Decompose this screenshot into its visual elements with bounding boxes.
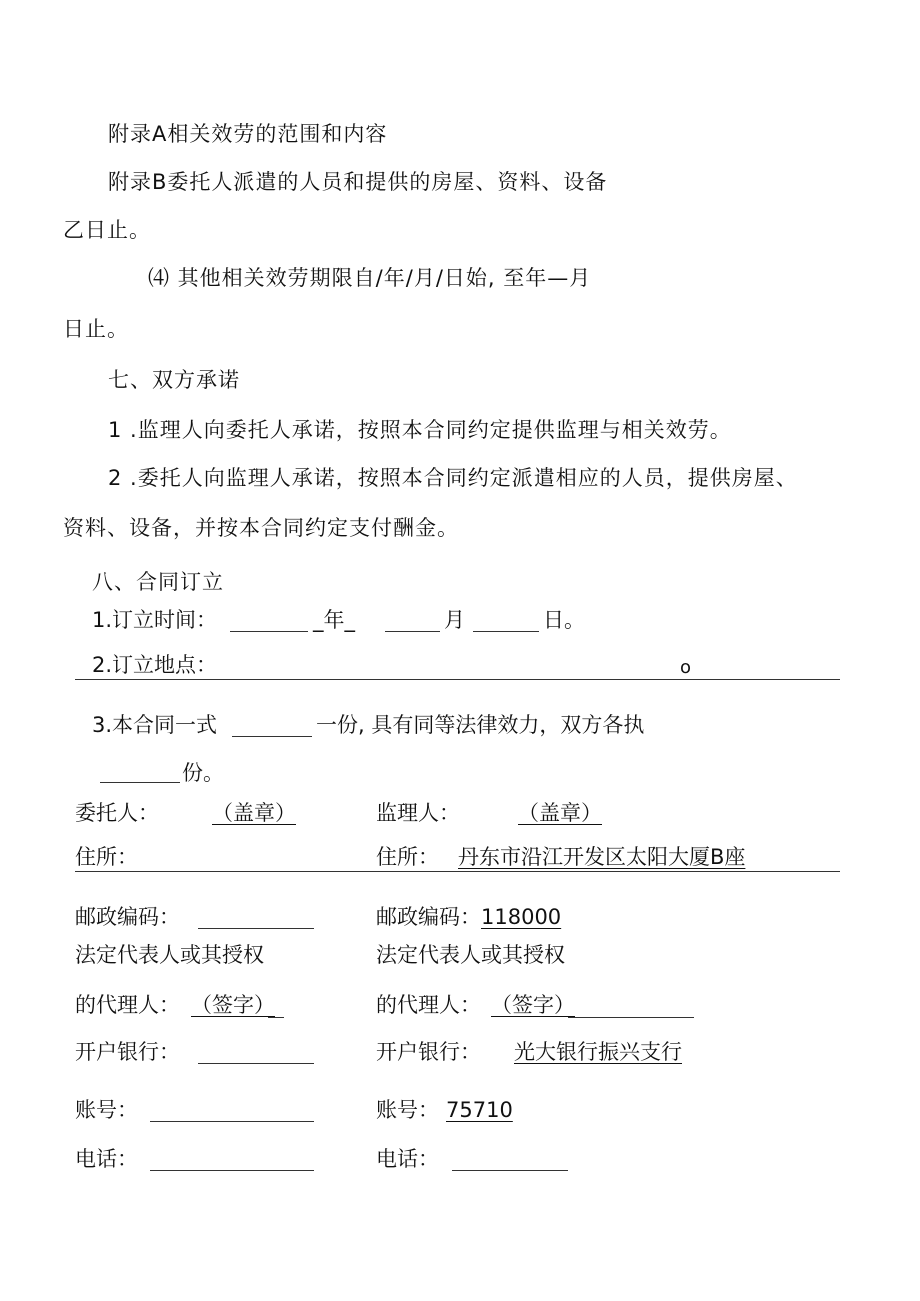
supervisor-address-value: 丹东市沿江开发区太阳大厦B座 — [458, 845, 746, 869]
supervisor-postal-label: 邮政编码： — [376, 905, 481, 929]
supervisor-rep-line2: 的代理人： — [376, 993, 481, 1017]
copies-line1-b: 一份, 具有同等法律效力，双方各执 — [316, 713, 645, 737]
client-account-blank[interactable] — [150, 1121, 314, 1122]
client-seal: （盖章） — [212, 801, 296, 825]
sign-time-label: 1.订立时间： — [92, 608, 218, 632]
client-bank-label: 开户银行： — [75, 1040, 180, 1064]
item4-line1: ⑷ 其他相关效劳期限自/年/月/日始, 至年—月 — [148, 266, 592, 290]
address-line — [75, 871, 840, 872]
appendix-a: 附录A相关效劳的范围和内容 — [108, 122, 388, 146]
copies-total-blank[interactable] — [232, 736, 312, 737]
sign-place-line[interactable] — [75, 679, 840, 680]
section7-paragraph1: 1 .监理人向委托人承诺，按照本合同约定提供监理与相关效劳。 — [108, 418, 732, 442]
client-postal-label: 邮政编码： — [75, 905, 180, 929]
supervisor-phone-label: 电话： — [376, 1147, 439, 1171]
sign-day-char: 日。 — [543, 608, 585, 632]
client-address-label: 住所： — [75, 845, 138, 869]
client-rep-line1: 法定代表人或其授权 — [75, 943, 264, 967]
supervisor-address-label: 住所： — [376, 845, 439, 869]
supervisor-seal: （盖章） — [518, 801, 602, 825]
supervisor-postal-value: 118000 — [481, 905, 562, 929]
supervisor-title: 监理人： — [376, 801, 460, 825]
sign-place-label: 2.订立地点： — [92, 653, 218, 677]
copies-line2-end: 份。 — [182, 761, 224, 785]
sign-month-blank[interactable] — [385, 631, 440, 632]
section7-paragraph2-line1: 2 .委托人向监理人承诺，按照本合同约定派遣相应的人员，提供房屋、 — [108, 466, 798, 490]
client-account-label: 账号： — [75, 1098, 138, 1122]
supervisor-rep-line1: 法定代表人或其授权 — [376, 943, 565, 967]
copies-each-blank[interactable] — [100, 782, 180, 783]
supervisor-sign: （签字） — [491, 993, 575, 1017]
client-rep-line2: 的代理人： — [75, 993, 180, 1017]
client-postal-blank[interactable] — [198, 928, 314, 929]
section8-title: 八、合同订立 — [92, 570, 224, 594]
supervisor-sign-blank[interactable] — [568, 1017, 694, 1018]
sign-year-char: _年_ — [313, 608, 355, 632]
sign-place-end: o — [680, 657, 692, 678]
client-phone-blank[interactable] — [150, 1170, 314, 1171]
supervisor-account-value: 75710 — [446, 1098, 513, 1122]
section7-title: 七、双方承诺 — [108, 368, 240, 392]
sign-month-char: 月 — [444, 608, 465, 632]
period-end-text: 乙日止。 — [63, 218, 151, 242]
supervisor-bank-value: 光大银行振兴支行 — [514, 1040, 682, 1064]
client-title: 委托人： — [75, 801, 159, 825]
copies-line1-a: 3.本合同一式 — [92, 713, 218, 737]
sign-year-blank[interactable] — [230, 631, 308, 632]
appendix-b: 附录B委托人派遣的人员和提供的房屋、资料、设备 — [108, 170, 608, 194]
section7-paragraph2-line2: 资料、设备，并按本合同约定支付酬金。 — [63, 516, 459, 540]
supervisor-phone-blank[interactable] — [452, 1170, 568, 1171]
client-bank-blank[interactable] — [198, 1063, 314, 1064]
supervisor-account-label: 账号： — [376, 1098, 439, 1122]
client-phone-label: 电话： — [75, 1147, 138, 1171]
supervisor-bank-label: 开户银行： — [376, 1040, 481, 1064]
sign-day-blank[interactable] — [473, 631, 539, 632]
client-sign: （签字） — [191, 993, 275, 1017]
client-sign-tail[interactable] — [268, 1017, 284, 1018]
item4-line2: 日止。 — [63, 317, 129, 341]
